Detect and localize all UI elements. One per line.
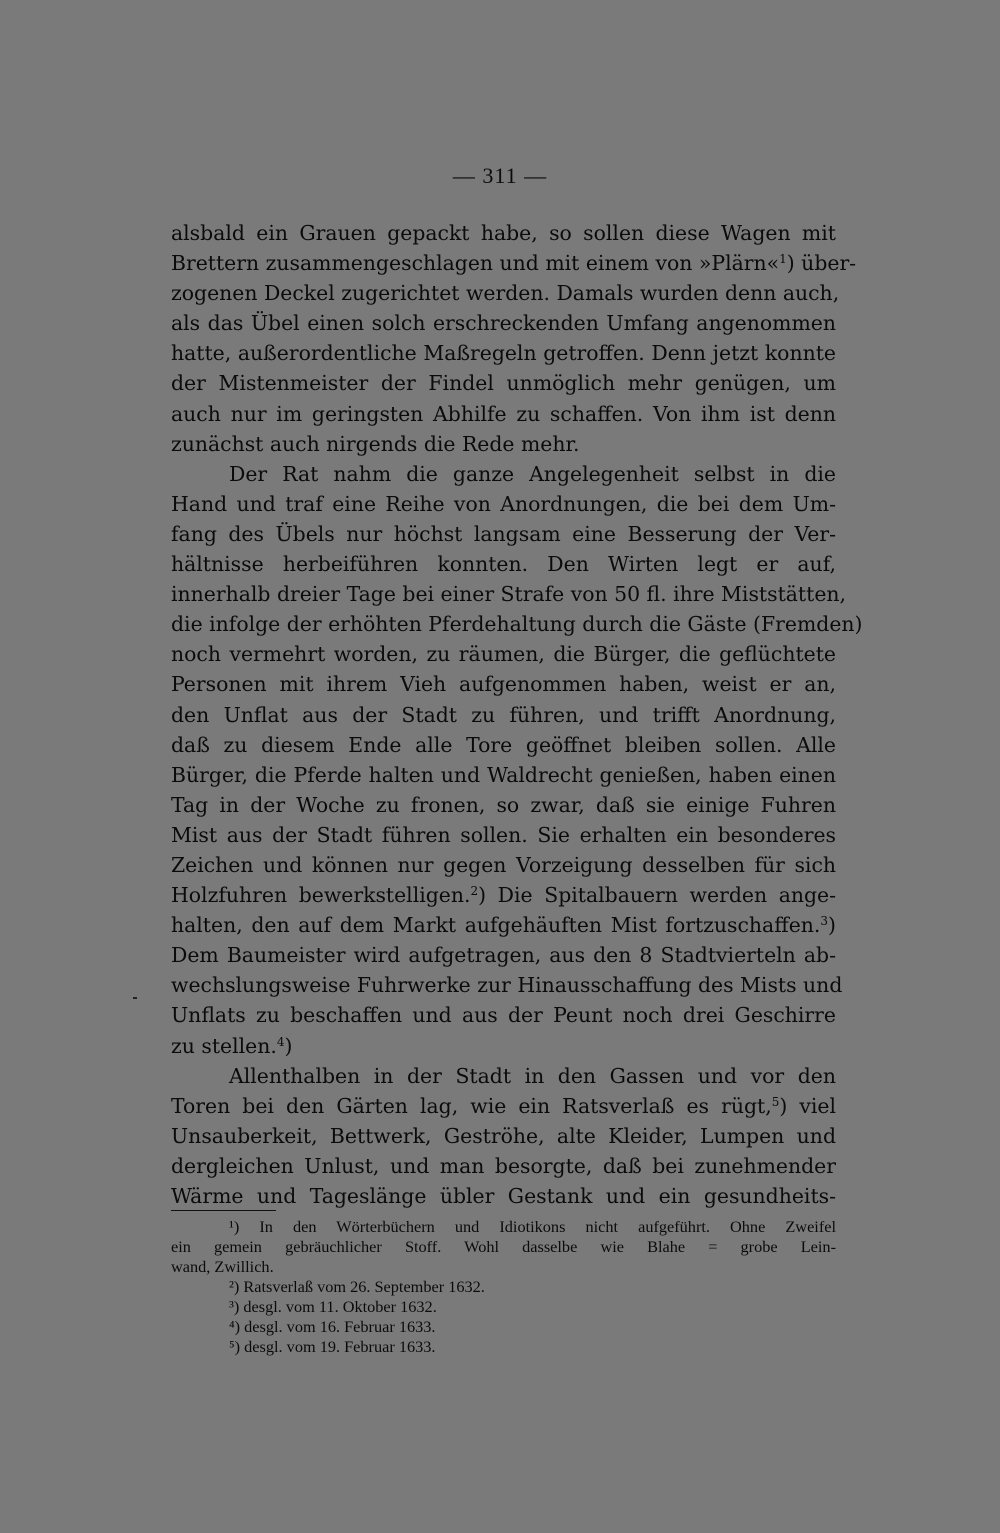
text-line: Allenthalben in der Stadt in den Gassen und vor den: [229, 1063, 836, 1088]
footnote-ref: 2: [470, 884, 479, 899]
footnote-line: ²) Ratsverlaß vom 26. September 1632.: [229, 1277, 485, 1296]
text-line: Wärme und Tageslänge übler Gestank und ein gesundheits-: [171, 1184, 836, 1208]
text-line: Brettern zusammengeschlagen und mit einem von »Plärn«$^1$) über-: [171, 251, 857, 276]
footnotes: [171, 1217, 836, 1357]
body-text: [171, 218, 863, 1211]
text-line: Hand und traf eine Reihe von Anordnungen, die bei dem Um-: [171, 491, 836, 516]
text-line: zu stellen.$^4$): [171, 1033, 293, 1058]
page-number: — 311 —: [452, 163, 548, 188]
text-line: Der Rat nahm die ganze Angelegenheit selbst in die: [229, 461, 836, 486]
text-line: hatte, außerordentliche Maßregeln getroffen. Denn jetzt konnte: [171, 341, 836, 366]
text-line: daß zu diesem Ende alle Tore geöffnet bleiben sollen. Alle: [171, 732, 836, 757]
text-line: die infolge der erhöhten Pferdehaltung durch die Gäste (Fremden): [171, 612, 863, 637]
footnote-ref: 3: [820, 914, 829, 929]
footnote-line: ³) desgl. vom 11. Oktober 1632.: [229, 1297, 437, 1316]
text-line: hältnisse herbeiführen konnten. Den Wirten legt er auf,: [171, 552, 836, 577]
text-line: Dem Baumeister wird aufgetragen, aus den 8 Stadtvierteln ab-: [171, 943, 836, 968]
text-line: der Mistenmeister der Findel unmöglich mehr genügen, um: [171, 371, 836, 396]
footnote-line: ¹) In den Wörterbüchern und Idiotikons nicht aufgeführt. Ohne Zweifel: [229, 1217, 836, 1236]
text-line: Unsauberkeit, Bettwerk, Geströhe, alte Kleider, Lumpen und: [171, 1123, 836, 1148]
footnote-line: ein gemein gebräuchlicher Stoff. Wohl dasselbe wie Blahe = grobe Lein-: [171, 1237, 836, 1256]
footnote-ref: 1: [779, 252, 787, 267]
footnote-ref: 5: [771, 1094, 780, 1109]
text-line: Bürger, die Pferde halten und Waldrecht genießen, haben einen: [171, 762, 836, 787]
text-line: zogenen Deckel zugerichtet werden. Damals wurden denn auch,: [171, 281, 840, 306]
text-line: fang des Übels nur höchst langsam eine Besserung der Ver-: [171, 521, 836, 546]
text-line: wechslungsweise Fuhrwerke zur Hinausschaffung des Mists und: [171, 973, 843, 998]
text-line: Unflats zu beschaffen und aus der Peunt noch drei Geschirre: [171, 1003, 836, 1028]
footnote-divider: [171, 1210, 276, 1211]
footnote-line: ⁴) desgl. vom 16. Februar 1633.: [229, 1317, 436, 1336]
text-line: dergleichen Unlust, und man besorgte, daß bei zunehmender: [171, 1153, 836, 1178]
text-line: zunächst auch nirgends die Rede mehr.: [171, 431, 580, 456]
text-line: den Unflat aus der Stadt zu führen, und trifft Anordnung,: [171, 702, 836, 727]
text-line: auch nur im geringsten Abhilfe zu schaffen. Von ihm ist denn: [171, 401, 836, 426]
text-line: Zeichen und können nur gegen Vorzeigung desselben für sich: [171, 852, 836, 877]
text-line: noch vermehrt worden, zu räumen, die Bürger, die geflüchtete: [171, 642, 836, 667]
margin-mark: [133, 997, 137, 999]
text-line: Personen mit ihrem Vieh aufgenommen haben, weist er an,: [171, 672, 836, 697]
text-line: innerhalb dreier Tage bei einer Strafe von 50 fl. ihre Miststätten,: [171, 582, 847, 607]
text-line: Tag in der Woche zu fronen, so zwar, daß sie einige Fuhren: [171, 792, 836, 817]
text-line: Mist aus der Stadt führen sollen. Sie erhalten ein besonderes: [171, 822, 836, 847]
text-line: Holzfuhren bewerkstelligen.$^2$) Die Spitalbauern werden ange-: [171, 883, 836, 908]
text-line: halten, den auf dem Markt aufgehäuften Mist fortzuschaffen.$^3$): [171, 913, 836, 938]
text-line: Toren bei den Gärten lag, wie ein Ratsverlaß es rügt,$^5$) viel: [171, 1093, 836, 1118]
footnote-ref: 4: [276, 1034, 285, 1049]
text-line: als das Übel einen solch erschreckenden Umfang angenommen: [171, 311, 836, 336]
footnote-line: wand, Zwillich.: [171, 1257, 274, 1276]
footnote-line: ⁵) desgl. vom 19. Februar 1633.: [229, 1337, 436, 1356]
text-line: alsbald ein Grauen gepackt habe, so sollen diese Wagen mit: [171, 221, 836, 245]
